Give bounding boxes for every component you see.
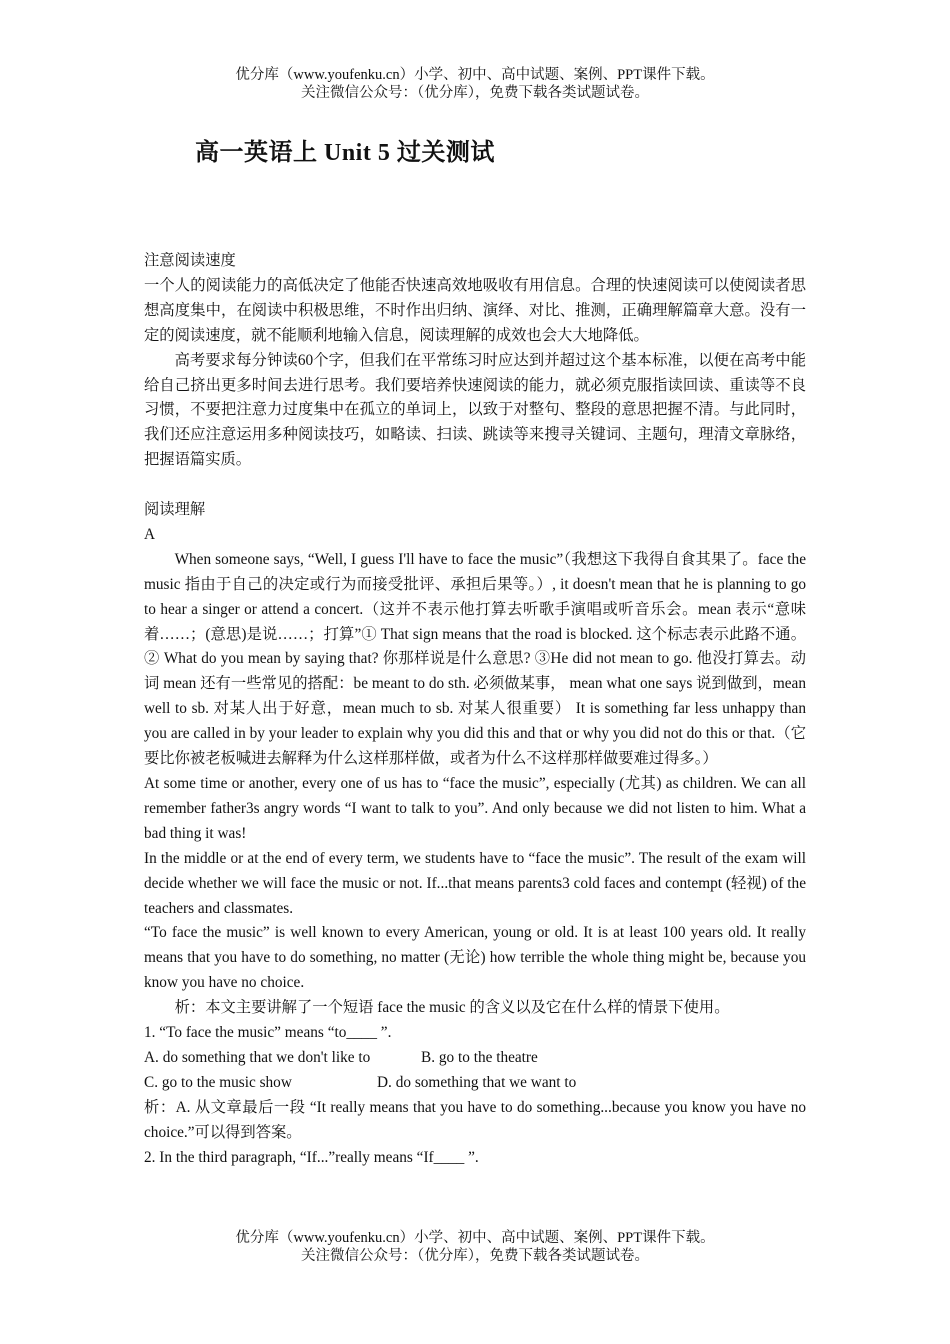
footer-line-2: 关注微信公众号：（优分库），免费下载各类试题试卷。 xyxy=(301,1248,649,1264)
document-body xyxy=(144,249,806,1171)
page-footer xyxy=(0,1229,950,1265)
speed-section-heading: 注意阅读速度 xyxy=(144,252,236,269)
passage-paragraph-1: When someone says, “Well, I guess I'll have to face the music”（我想这下我得自食其果了。face the music 指由于自己的决定或行为而接受批评、承担后果等。）, it doesn't mean that he is planning to go to hear a singer or attend a concert.（这并不表示他打算去听歌手演唱或听音乐会。mean 表示“意味着……；(意思)是说……；打算”① That sign means that the road is blocked. 这个标志表示此路不通。② What do you mean by saying that? 你那样说是什么意思? ③He did not mean to go. 他没打算去。动词 mean 还有一些常见的搭配：be meant to do sth. 必须做某事， mean what one says 说到做到，mean well to sb. 对某人出于好意，mean much to sb. 对某人很重要） It is something far less unhappy than you are called in by your leader to explain why you did this and that or why you did not do this or that.（它要比你被老板喊进去解释为什么这样那样做，或者为什么不这样那样做要难过得多。） xyxy=(144,550,806,768)
header-line-2: 关注微信公众号：（优分库），免费下载各类试题试卷。 xyxy=(301,85,649,101)
document-title: 高一英语上 Unit 5 过关测试 xyxy=(195,140,495,166)
question-1-option-c: C. go to the music show xyxy=(144,1073,292,1091)
question-1-options-row-1 xyxy=(144,1046,806,1071)
question-1-answer: 析：A. 从文章最后一段 “It really means that you have to do something...because you know you have no choice.”可以得到答案。 xyxy=(144,1098,806,1141)
passage-analysis: 析：本文主要讲解了一个短语 face the music 的含义以及它在什么样的情景下使用。 xyxy=(174,999,730,1017)
question-1-options-row-2 xyxy=(144,1071,806,1096)
passage-paragraph-2: At some time or another, every one of us has to “face the music”, especially (尤其) as children. We can all remember father3s angry words “I want to talk to you”. And only because we did not listen to him. What a bad thing it was! xyxy=(144,775,806,842)
question-2-stem: 2. In the third paragraph, “If...”really means “If____ ”. xyxy=(144,1148,479,1166)
question-1-option-a: A. do something that we don't like to xyxy=(144,1048,371,1066)
question-1-option-b: B. go to the theatre xyxy=(421,1048,538,1066)
passage-paragraph-4: “To face the music” is well known to every American, young or old. It is at least 100 years old. It really means that you have to do something, no matter (无论) how terrible the whole thing might be, because you know you have no choice. xyxy=(144,924,806,992)
page-header xyxy=(0,66,950,102)
question-1-option-d: D. do something that we want to xyxy=(377,1073,577,1091)
question-1-stem: 1. “To face the music” means “to____ ”. xyxy=(144,1024,392,1042)
passage-label: A xyxy=(144,525,156,543)
footer-line-1: 优分库（www.youfenku.cn）小学、初中、高中试题、案例、PPT课件下载。 xyxy=(235,1230,715,1246)
spacer xyxy=(144,473,806,498)
speed-paragraph-1: 一个人的阅读能力的高低决定了他能否快速高效地吸收有用信息。合理的快速阅读可以使阅读者思想高度集中，在阅读中积极思维，不时作出归纳、演绎、对比、推测，正确理解篇章大意。没有一定的阅读速度，就不能顺利地输入信息，阅读理解的成效也会大大地降低。 xyxy=(144,276,806,344)
passage-paragraph-3: In the middle or at the end of every term, we students have to “face the music”. The result of the exam will decide whether we will face the music or not. If...that means parents3 cold faces and contempt (轻视) of the teachers and classmates. xyxy=(144,849,806,917)
reading-section-heading: 阅读理解 xyxy=(144,501,206,519)
header-line-1: 优分库（www.youfenku.cn）小学、初中、高中试题、案例、PPT课件下载。 xyxy=(235,67,715,83)
speed-paragraph-2: 高考要求每分钟读60个字，但我们在平常练习时应达到并超过这个基本标准，以便在高考中能给自己挤出更多时间去进行思考。我们要培养快速阅读的能力，就必须克服指读回读、重读等不良习惯，不要把注意力过度集中在孤立的单词上，以致于对整句、整段的意思把握不清。与此同时，我们还应注意运用多种阅读技巧，如略读、扫读、跳读等来搜寻关键词、主题句，理清文章脉络，把握语篇实质。 xyxy=(144,351,806,469)
